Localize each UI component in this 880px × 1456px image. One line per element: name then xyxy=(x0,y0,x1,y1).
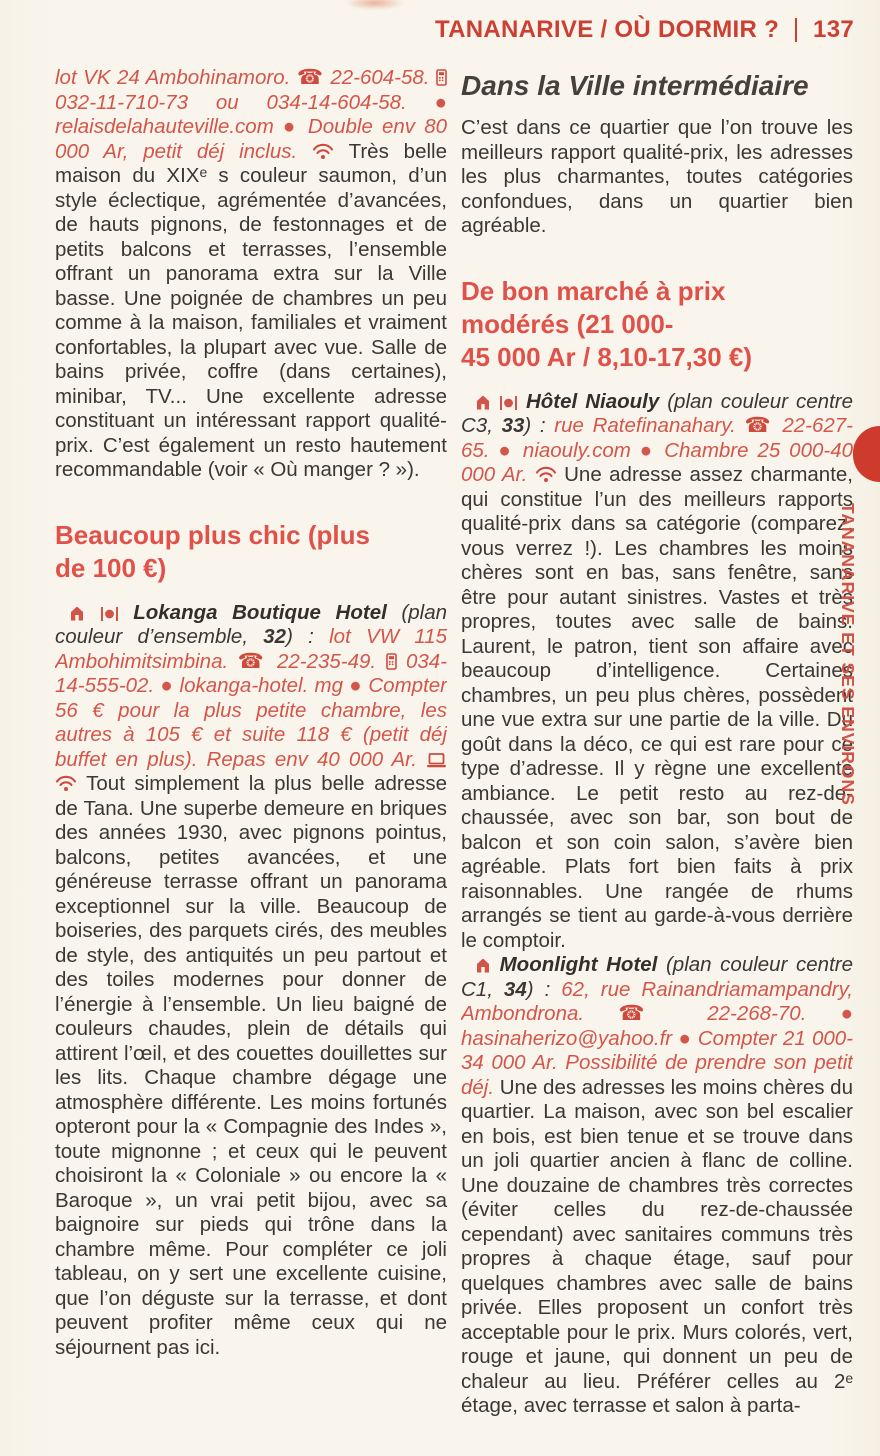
phone-number: 22-268-70. ● hasinaherizo@yahoo.fr ● Compter 21 000-34 000 Ar. Possibilité de prendre son petit déj. xyxy=(461,1002,853,1099)
two-column-layout xyxy=(55,66,853,1456)
fork-plate-knife-icon xyxy=(499,396,518,410)
plan-number: 34 xyxy=(503,977,527,1001)
heading-line: Beaucoup plus chic (plus xyxy=(55,519,370,550)
address-text: 62, rue Rainandriamampandry, Ambondrona. xyxy=(461,977,853,1025)
wifi-icon xyxy=(55,775,77,792)
house-icon xyxy=(475,395,491,410)
wifi-icon xyxy=(312,143,334,160)
phone-number: 22-604-58. xyxy=(330,66,436,89)
phone-icon: ☎ xyxy=(296,66,324,89)
address-text: 034-14-555-02. ● lokanga-hotel. mg ● Compter 56 € pour la plus petite chambre, les autres à 105 € et suite 118 € (petit déj buffet en plus). Repas env 40 000 Ar. xyxy=(55,649,447,771)
side-tab-label: TANANARIVE ET SES ENVIRONS xyxy=(838,503,858,806)
entry-hotel-niaouly xyxy=(461,390,853,954)
left-column xyxy=(55,66,447,1456)
right-column xyxy=(461,66,853,1456)
section-heading-chic xyxy=(55,519,447,585)
plan-reference: (plan couleur d’ensemble, xyxy=(55,600,447,648)
plan-reference: (plan couleur centre C3, xyxy=(461,389,853,437)
header-title: TANANARIVE / OÙ DORMIR ? xyxy=(434,16,780,43)
district-heading: Dans la Ville intermédiaire xyxy=(461,70,809,101)
plan-number: 33 xyxy=(501,414,525,437)
house-icon xyxy=(69,606,85,621)
phone-icon: ☎ xyxy=(618,1002,673,1025)
heading-line: De bon marché à prix xyxy=(461,275,726,306)
fork-plate-knife-icon xyxy=(100,607,119,621)
page-number: 137 xyxy=(813,16,854,43)
phone-number: 22-235-49. xyxy=(276,649,386,673)
phone-icon: ☎ xyxy=(744,414,774,437)
paragraph-district-intro: C’est dans ce quartier que l’on trouve les meilleurs rapport qualité-prix, les adresses les plus charmantes, toutes catégories confondues, dans un quartier bien agréable. xyxy=(461,116,853,237)
laptop-icon xyxy=(426,753,447,768)
hotel-name: Hôtel Niaouly xyxy=(525,389,668,413)
paragraph-relais-hauteville xyxy=(55,66,447,483)
hotel-name: Lokanga Boutique Hotel xyxy=(133,600,402,624)
mobile-phone-icon xyxy=(436,69,447,86)
address-text: rue Ratefinanahary. xyxy=(554,414,745,437)
plan-reference: (plan couleur centre C1, xyxy=(461,953,853,1001)
body-text: Une des adresses les moins chères du quartier. La maison, avec son bel escalier en bois, est bien tenue et se trouve dans un joli quartier ancien à flanc de colline. Une douzaine de chambres très correctes (éviter celles du rez-de-chaussée cependant) avec sanitaires communs très propres à chaque étage, sauf pour quelques chambres avec salle de bains privée. Elles proposent un confort très acceptable pour le prix. Murs colorés, vert, rouge et jaune, qui donnent un peu de chaleur au lieu. Préférer celles au 2ᵉ étage, avec terrasse et salon à parta- xyxy=(461,1075,853,1417)
body-text: Très belle maison du XIXᵉ s couleur saumon, d’un style éclectique, agrémentée d’avancées, de hauts pignons, de festonnages et de petits balcons et terrasses, l’ensemble offrant un panorama extra sur la Ville basse. Une poignée de chambres un peu comme à la maison, familiales et vraiment confortables, la plupart avec vue. Salle de bains privée, coffre (dans certaines), minibar, TV... Une excellente adresse constituant un intéressant rapport qualité-prix. C’est également un resto hautement recommandable (voir « Où manger ? »). xyxy=(55,139,447,481)
body-text: Une adresse assez charmante, qui constitue l’un des meilleurs rapports qualité-prix dans sa catégorie (comparez, vous verrez !). Les chambres les moins chères sont en bas, sans fenêtre, sans être pour autant sinistres. Vastes et très propres, toutes avec salle de bains. Laurent, le patron, tient son affaire avec beaucoup d’intelligence. Certaines chambres, un peu plus chères, possèdent une vue extra sur une partie de la ville. Du goût dans la déco, ce qui est rare pour ce type d’adresse. Il y règne une excellente ambiance. Le petit resto au rez-de-chaussée, avec son bar, son bout de balcon et son coin salon, s’avère bien agréable. Plats fort bien faits à prix raisonnables. Une rangée de rhums arrangés se tient au garde-à-vous derrière le comptoir. xyxy=(461,463,853,952)
page-header xyxy=(435,16,854,44)
wifi-icon xyxy=(535,466,557,483)
scan-smudge xyxy=(345,0,405,10)
plan-reference: ) : xyxy=(524,414,555,437)
plan-reference: ) : xyxy=(286,625,330,648)
heading-line: 45 000 Ar / 8,10-17,30 €) xyxy=(461,341,753,372)
address-text: 032-11-710-73 ou 034-14-604-58. ● relaisdelahauteville.com ● Double env 80 000 Ar, petit déj inclus. xyxy=(55,90,447,163)
phone-number: 22-627-65. ● niaouly.com ● Chambre 25 000-40 000 Ar. xyxy=(461,414,853,486)
house-icon xyxy=(475,958,491,973)
mobile-phone-icon xyxy=(386,653,397,670)
plan-reference: ) : xyxy=(526,977,562,1001)
heading-line: modérés (21 000- xyxy=(461,308,674,339)
entry-moonlight-hotel xyxy=(461,953,853,1419)
bookmark-tab xyxy=(853,426,880,482)
address-text: lot VW 115 Ambohimitsimbina. xyxy=(55,625,447,673)
hotel-name: Moonlight Hotel xyxy=(499,953,666,976)
section-heading-bon-marche xyxy=(461,275,853,374)
address-text: lot VK 24 Ambohinamoro. xyxy=(55,66,297,89)
entry-lokanga-boutique-hotel xyxy=(55,601,447,1361)
header-separator xyxy=(795,18,797,42)
plan-number: 32 xyxy=(263,625,287,648)
heading-line: de 100 €) xyxy=(55,552,167,583)
chapter-side-tab xyxy=(837,503,858,883)
phone-icon: ☎ xyxy=(237,649,268,673)
body-text: Tout simplement la plus belle adresse de Tana. Une superbe demeure en briques des années 1930, avec pignons pointus, balcons, petites avancées, et une généreuse terrasse offrant un panorama exceptionnel sur la ville. Beaucoup de boiseries, des parquets cirés, des meubles de style, des antiquités un peu partout et des toiles modernes pour donner de l’énergie à l’ensemble. Un lieu baigné de couleurs chaudes, plein de détails qui attirent l’œil, et des couettes douillettes sur les lits. Chaque chambre dégage une atmosphère différente. Les moins fortunés opteront pour la « Compagnie des Indes », toute mignonne ; et ceux qui le peuvent choisiront la « Coloniale » ou encore la « Baroque », un vrai petit bijou, avec sa baignoire sur pieds qui trône dans la chambre même. Pour compléter ce joli tableau, on y sert une excellente cuisine, que l’on déguste sur la terrasse, et dont peuvent profiter même ceux qui ne séjournent pas ici. xyxy=(55,772,447,1359)
